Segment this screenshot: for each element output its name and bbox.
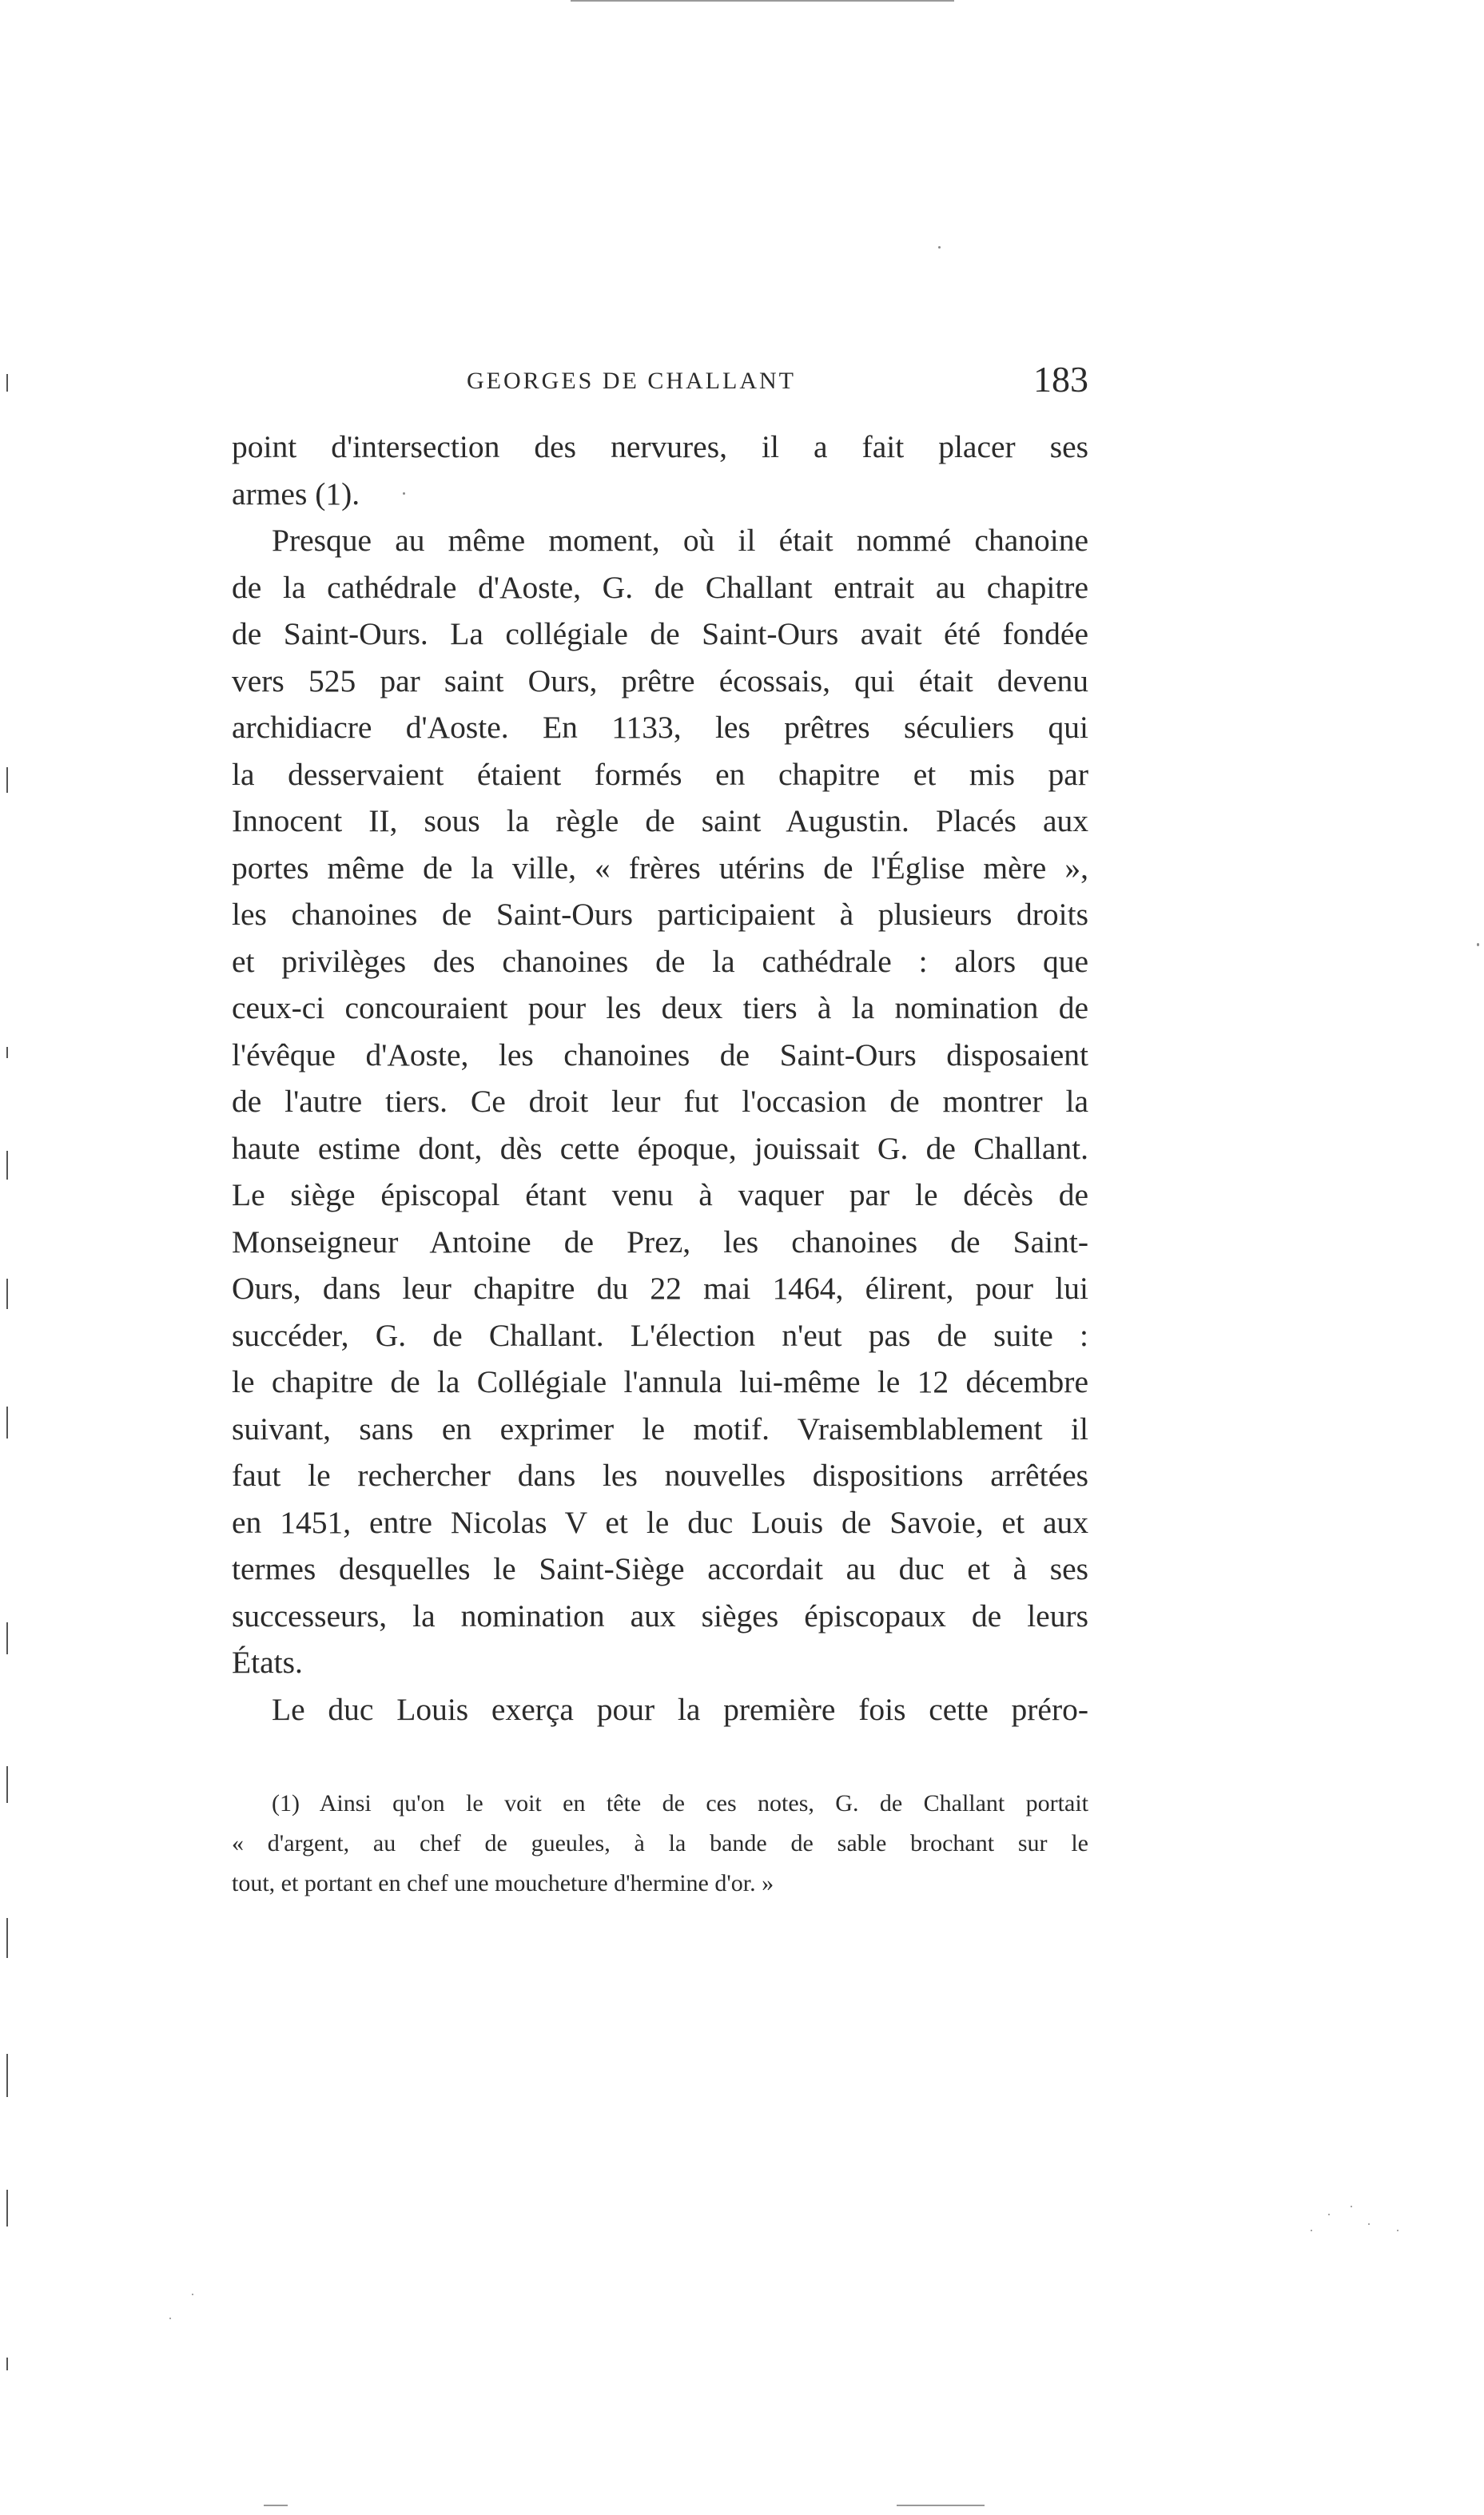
scan-edge-line: [897, 2505, 985, 2506]
scan-speck: [1311, 2230, 1312, 2231]
scan-margin-mark: [6, 767, 8, 793]
text-line: Le siège épiscopal étant venu à vaquer par le décès de: [232, 1177, 1088, 1212]
scan-speck: [169, 2318, 171, 2319]
text-line: et privilèges des chanoines de la cathédrale : alors que: [232, 943, 1088, 979]
text-line: Innocent II, sous la règle de saint Augustin. Placés aux: [232, 803, 1088, 838]
text-line: de la cathédrale d'Aoste, G. de Challant entrait au chapitre: [232, 569, 1088, 605]
text-line: de l'autre tiers. Ce droit leur fut l'occasion de montrer la: [232, 1084, 1088, 1119]
text-line: portes même de la ville, « frères utérins de l'Église mère »,: [232, 850, 1088, 885]
text-line: l'évêque d'Aoste, les chanoines de Saint-Ours disposaient: [232, 1037, 1088, 1072]
text-line: la desservaient étaient formés en chapitre et mis par: [232, 756, 1088, 792]
text-line: haute estime dont, dès cette époque, jouissait G. de Challant.: [232, 1130, 1088, 1166]
scan-margin-mark: [6, 1151, 8, 1180]
footnote-line: « d'argent, au chef de gueules, à la bande de sable brochant sur le: [232, 1830, 1088, 1856]
text-line: en 1451, entre Nicolas V et le duc Louis de Savoie, et aux: [232, 1504, 1088, 1540]
text-line: Ours, dans leur chapitre du 22 mai 1464, élirent, pour lui: [232, 1271, 1088, 1306]
body-text: [232, 424, 1088, 1733]
scan-speck: [403, 492, 405, 495]
footnote-line: tout, et portant en chef une moucheture d'hermine d'or. »: [232, 1870, 774, 1896]
scan-edge-line: [571, 0, 954, 2]
scan-edge-line: [264, 2505, 288, 2506]
running-head: [232, 358, 1088, 406]
text-line: ceux-ci concouraient pour les deux tiers à la nomination de: [232, 990, 1088, 1025]
scan-speck: [192, 2294, 193, 2295]
text-line: point d'intersection des nervures, il a fait placer ses: [232, 429, 1088, 464]
scan-margin-mark: [6, 1279, 8, 1309]
text-line: armes (1).: [232, 476, 360, 511]
scan-margin-mark: [6, 2054, 8, 2097]
scan-margin-mark: [6, 1047, 8, 1058]
text-line: les chanoines de Saint-Ours participaient à plusieurs droits: [232, 897, 1088, 932]
text-line: termes desquelles le Saint-Siège accordait au duc et à ses: [232, 1551, 1088, 1586]
scan-speck: [1328, 2214, 1330, 2215]
text-line: archidiacre d'Aoste. En 1133, les prêtres séculiers qui: [232, 710, 1088, 745]
scan-speck: [938, 246, 941, 249]
footnote-line: (1) Ainsi qu'on le voit en tête de ces notes, G. de Challant portait: [272, 1790, 1088, 1817]
scan-speck: [1368, 2223, 1370, 2225]
scan-margin-mark: [6, 374, 8, 392]
running-title: GEORGES DE CHALLANT: [467, 368, 796, 394]
scan-margin-mark: [6, 2190, 8, 2226]
text-line: faut le rechercher dans les nouvelles dispositions arrêtées: [232, 1458, 1088, 1493]
scan-margin-mark: [6, 2358, 8, 2370]
text-line: Presque au même moment, où il était nommé chanoine: [272, 523, 1088, 558]
scan-speck: [1351, 2206, 1352, 2207]
footnote: [232, 1784, 1088, 1904]
page-number: 183: [1033, 359, 1088, 400]
scan-margin-mark: [6, 1407, 8, 1439]
text-line: le chapitre de la Collégiale l'annula lui-même le 12 décembre: [232, 1364, 1088, 1399]
text-line: Le duc Louis exerça pour la première fois cette préro-: [272, 1691, 1088, 1727]
scan-margin-mark: [6, 1766, 8, 1803]
scan-speck: [1397, 2230, 1398, 2231]
text-line: suivant, sans en exprimer le motif. Vraisemblablement il: [232, 1411, 1088, 1447]
scan-margin-mark: [6, 1918, 8, 1958]
text-line: Monseigneur Antoine de Prez, les chanoines de Saint-: [232, 1224, 1088, 1259]
text-line: États.: [232, 1645, 303, 1680]
text-line: vers 525 par saint Ours, prêtre écossais, qui était devenu: [232, 663, 1088, 698]
text-line: de Saint-Ours. La collégiale de Saint-Ours avait été fondée: [232, 616, 1088, 651]
text-line: successeurs, la nomination aux sièges épiscopaux de leurs: [232, 1598, 1088, 1634]
text-line: succéder, G. de Challant. L'élection n'eut pas de suite :: [232, 1317, 1088, 1353]
scan-margin-mark: [6, 1622, 8, 1654]
scan-speck: [1477, 943, 1479, 946]
